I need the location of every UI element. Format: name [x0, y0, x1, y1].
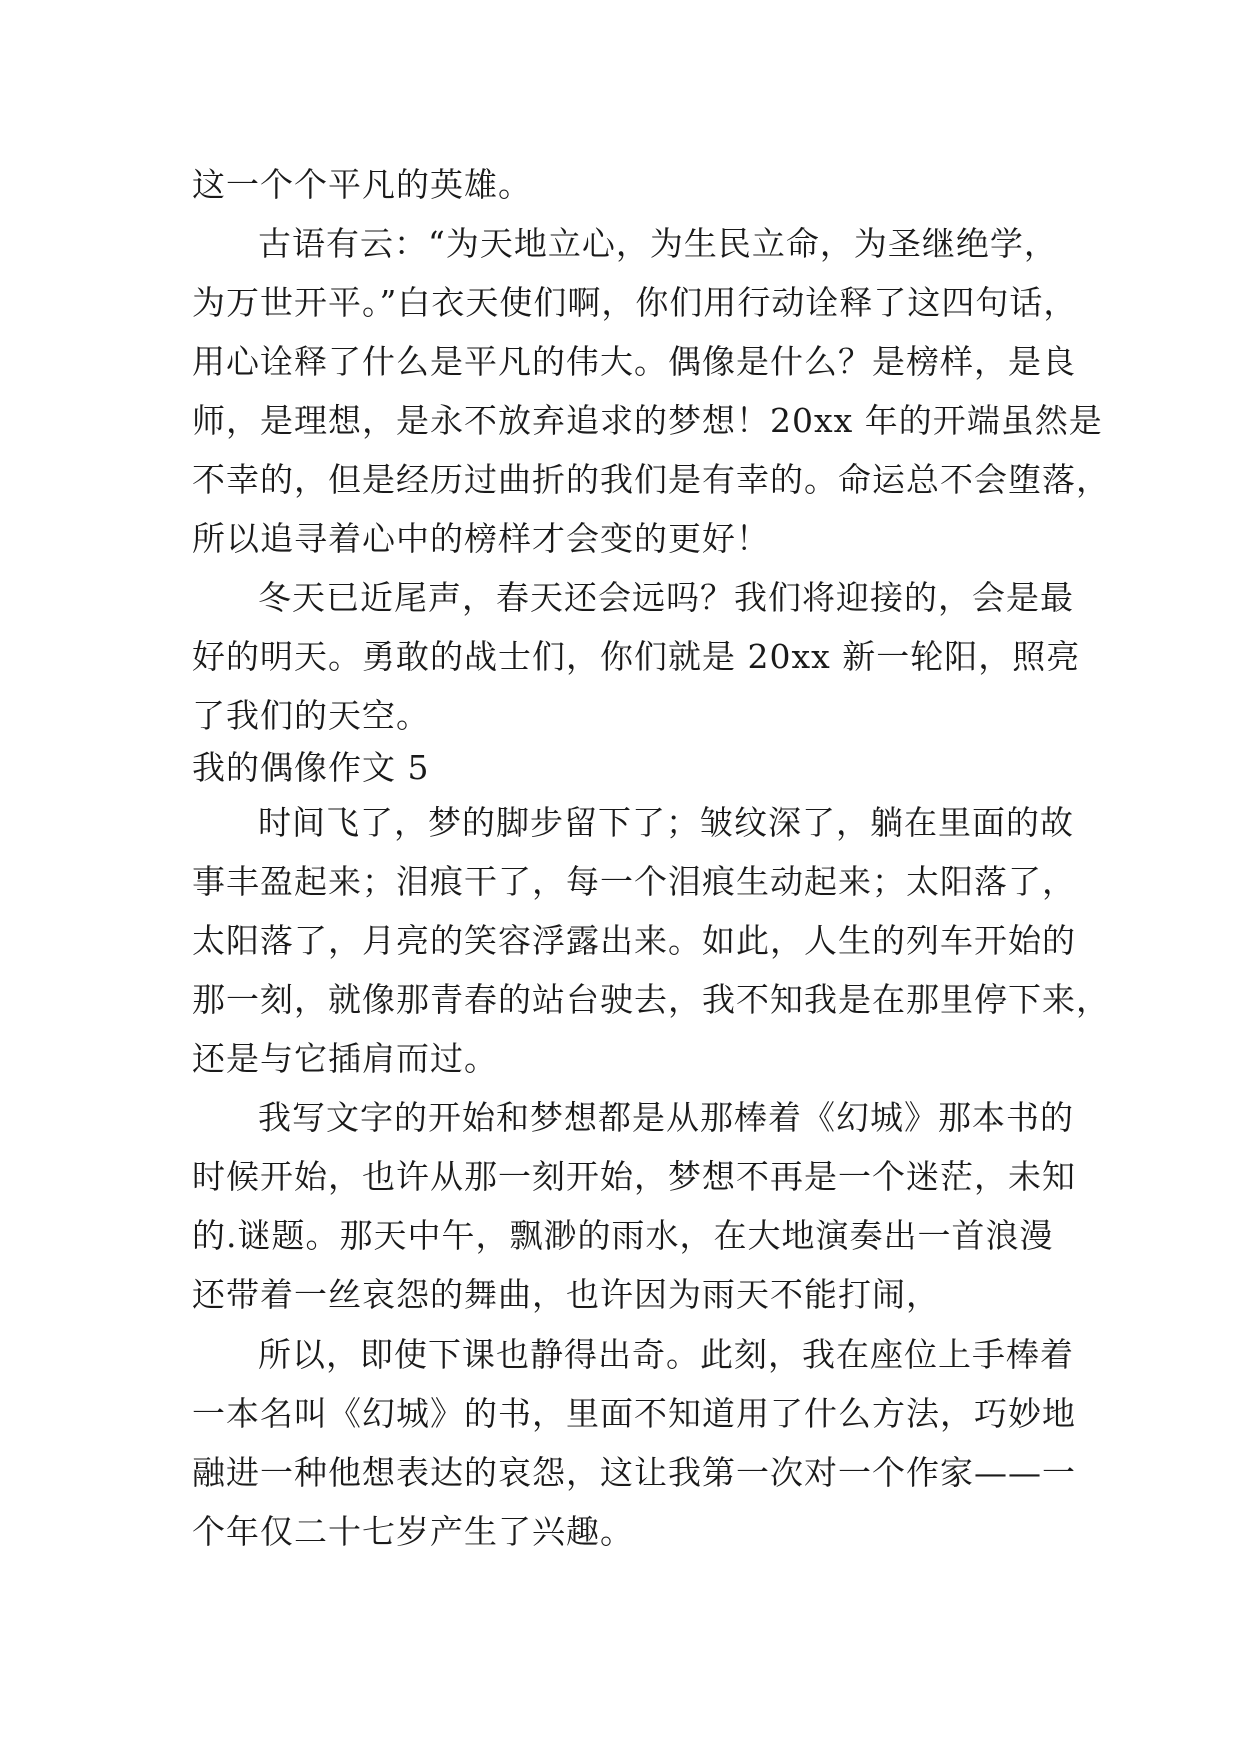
text-line: 用心诠释了什么是平凡的伟大。偶像是什么？是榜样，是良 [192, 342, 1076, 381]
paragraph-start-line: 古语有云：“为天地立心，为生民立命，为圣继绝学， [258, 224, 1058, 263]
paragraph-start-line: 我写文字的开始和梦想都是从那棒着《幻城》那本书的 [258, 1098, 1074, 1137]
text-line: 一本名叫《幻城》的书，里面不知道用了什么方法，巧妙地 [192, 1394, 1076, 1433]
text-line: 的.谜题。那天中午，飘渺的雨水，在大地演奏出一首浪漫 [192, 1216, 1054, 1255]
text-line: 不幸的，但是经历过曲折的我们是有幸的。命运总不会堕落， [192, 460, 1110, 499]
text-line: 这一个个平凡的英雄。 [192, 165, 532, 204]
text-line: 还是与它插肩而过。 [192, 1039, 498, 1078]
text-line: 为万世开平。”白衣天使们啊，你们用行动诠释了这四句话， [192, 283, 1078, 322]
text-line: 太阳落了，月亮的笑容浮露出来。如此，人生的列车开始的 [192, 921, 1076, 960]
paragraph-start-line: 时间飞了，梦的脚步留下了；皱纹深了，躺在里面的故 [258, 803, 1074, 842]
text-line: 师，是理想，是永不放弃追求的梦想！20xx 年的开端虽然是 [192, 401, 1103, 440]
text-line: 了我们的天空。 [192, 696, 430, 735]
text-line: 融进一种他想表达的哀怨，这让我第一次对一个作家——一 [192, 1453, 1076, 1492]
section-heading: 我的偶像作文 5 [192, 748, 430, 787]
paragraph-start-line: 冬天已近尾声，春天还会远吗？我们将迎接的，会是最 [258, 578, 1074, 617]
text-line: 个年仅二十七岁产生了兴趣。 [192, 1512, 634, 1551]
text-line: 好的明天。勇敢的战士们，你们就是 20xx 新一轮阳，照亮 [192, 637, 1081, 676]
text-line: 还带着一丝哀怨的舞曲，也许因为雨天不能打闹， [192, 1275, 940, 1314]
text-line: 那一刻，就像那青春的站台驶去，我不知我是在那里停下来， [192, 980, 1110, 1019]
text-line: 所以追寻着心中的榜样才会变的更好！ [192, 519, 770, 558]
text-line: 时候开始，也许从那一刻开始，梦想不再是一个迷茫，未知 [192, 1157, 1076, 1196]
paragraph-start-line: 所以，即使下课也静得出奇。此刻，我在座位上手棒着 [258, 1335, 1074, 1374]
text-line: 事丰盈起来；泪痕干了，每一个泪痕生动起来；太阳落了， [192, 862, 1076, 901]
